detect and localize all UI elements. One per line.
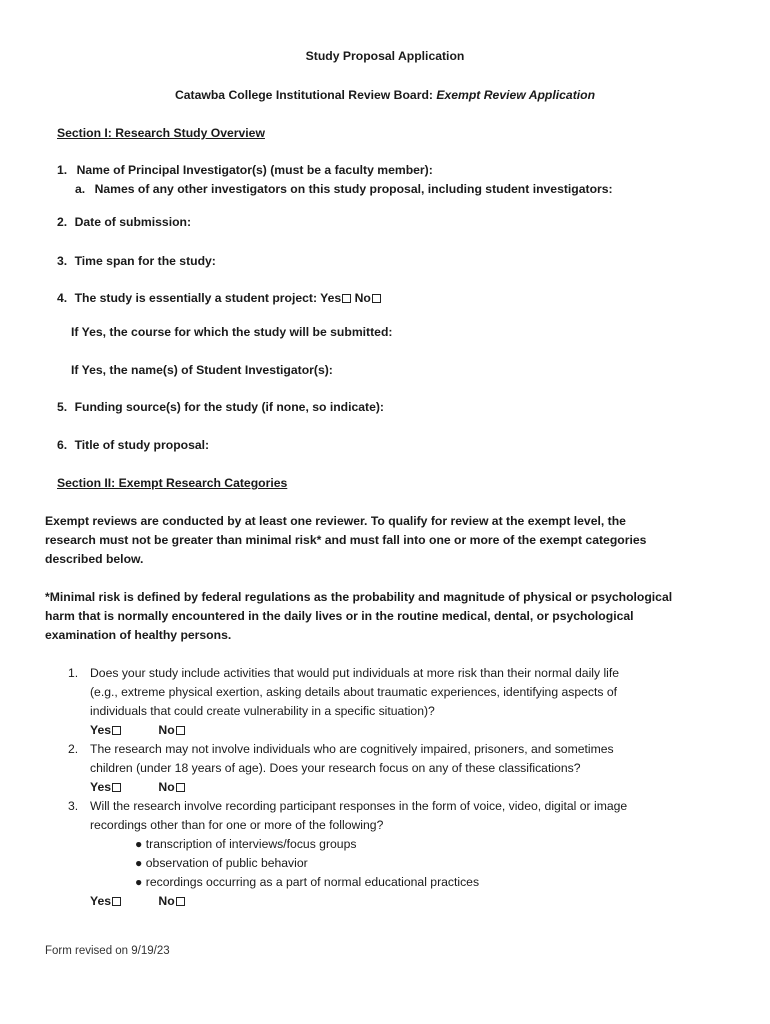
item-1-yes-checkbox[interactable]: [112, 726, 121, 735]
item-2-no-checkbox[interactable]: [176, 783, 185, 792]
exempt-item-3-number: 3.: [68, 799, 79, 813]
exempt-item-3-line: recordings other than for one or more of the following?: [90, 818, 384, 832]
exempt-item-1-line: Does your study include activities that would put individuals at more risk than their normal daily life: [90, 666, 620, 680]
question-5-text: Funding source(s) for the study (if none, so indicate):: [74, 400, 384, 414]
question-5-number: 5.: [57, 400, 68, 414]
question-6: [57, 437, 209, 453]
page-title: Study Proposal Application: [305, 49, 465, 63]
subtitle-board: Catawba College Institutional Review Board:: [174, 88, 437, 102]
question-6-text: Title of study proposal:: [74, 438, 210, 452]
question-4-text: The study is essentially a student project: Yes: [74, 291, 342, 305]
exempt-item-3-answers: [90, 893, 185, 909]
minimal-risk-line: examination of healthy persons.: [45, 628, 232, 642]
exempt-item-3-bullet: [135, 836, 356, 852]
question-1-text: Name of Principal Investigator(s) (must be a faculty member):: [76, 163, 433, 177]
bullet-text: recordings occurring as a part of normal educational practices: [145, 875, 480, 889]
bullet-text: observation of public behavior: [145, 856, 308, 870]
question-3: [57, 253, 216, 269]
question-4-number: 4.: [57, 291, 68, 305]
question-5: [57, 399, 384, 415]
minimal-risk-line: *Minimal risk is defined by federal regulations as the probability and magnitude of physical or psychological: [45, 590, 673, 604]
question-1-number: 1.: [57, 163, 68, 177]
form-revised-footer: Form revised on 9/19/23: [45, 945, 170, 957]
question-1a: [75, 181, 613, 197]
minimal-risk-line: harm that is normally encountered in the daily lives or in the routine medical, dental, or psychological: [45, 609, 634, 623]
exempt-item-1-line: (e.g., extreme physical exertion, asking details about traumatic experiences, identifying aspects of: [90, 685, 618, 699]
bullet-dot: ●: [135, 837, 143, 851]
exempt-item-1-line: individuals that could create vulnerability in a specific situation)?: [90, 704, 435, 718]
item-2-no-label: No: [158, 780, 175, 794]
question-2-text: Date of submission:: [74, 215, 192, 229]
q4-student-names-prompt: If Yes, the name(s) of Student Investigator(s):: [71, 363, 333, 377]
item-3-yes-label: Yes: [90, 894, 112, 908]
bullet-text: transcription of interviews/focus groups: [145, 837, 357, 851]
exempt-item-3-bullet: [135, 855, 308, 871]
question-1a-number: a.: [75, 182, 86, 196]
item-3-no-label: No: [158, 894, 175, 908]
page-subtitle: [0, 87, 770, 103]
item-1-no-label: No: [158, 723, 175, 737]
question-2-number: 2.: [57, 215, 68, 229]
question-3-text: Time span for the study:: [74, 254, 216, 268]
bullet-dot: ●: [135, 856, 143, 870]
q4-no-checkbox[interactable]: [372, 294, 381, 303]
item-2-yes-label: Yes: [90, 780, 112, 794]
exempt-item-1-answers: [90, 722, 185, 738]
section2-heading: Section II: Exempt Research Categories: [57, 476, 288, 490]
q4-yes-checkbox[interactable]: [342, 294, 351, 303]
item-2-yes-checkbox[interactable]: [112, 783, 121, 792]
exempt-item-2-line: children (under 18 years of age). Does your research focus on any of these classifications?: [90, 761, 581, 775]
q4-course-prompt: If Yes, the course for which the study will be submitted:: [71, 325, 393, 339]
item-3-no-checkbox[interactable]: [176, 897, 185, 906]
item-3-yes-checkbox[interactable]: [112, 897, 121, 906]
section1-heading: Section I: Research Study Overview: [57, 126, 265, 140]
question-2: [57, 214, 191, 230]
exempt-item-1-number: 1.: [68, 666, 79, 680]
exempt-item-2-number: 2.: [68, 742, 79, 756]
exempt-item-3-bullet: [135, 874, 479, 890]
q4-no-label: No: [354, 291, 371, 305]
question-6-number: 6.: [57, 438, 68, 452]
exempt-item-2-answers: [90, 779, 185, 795]
exempt-intro-line: research must not be greater than minimal risk* and must fall into one or more of the exempt categories: [45, 533, 647, 547]
question-4: [57, 290, 381, 306]
exempt-intro-line: Exempt reviews are conducted by at least one reviewer. To qualify for review at the exempt level, the: [45, 514, 626, 528]
item-1-no-checkbox[interactable]: [176, 726, 185, 735]
exempt-item-2-line: The research may not involve individuals who are cognitively impaired, prisoners, and sometimes: [90, 742, 614, 756]
question-3-number: 3.: [57, 254, 68, 268]
subtitle-exempt: Exempt Review Application: [436, 88, 596, 102]
item-1-yes-label: Yes: [90, 723, 112, 737]
exempt-item-3-line: Will the research involve recording participant responses in the form of voice, video, digital or image: [90, 799, 628, 813]
question-1a-text: Names of any other investigators on this study proposal, including student investigators:: [94, 182, 613, 196]
exempt-intro-line: described below.: [45, 552, 144, 566]
question-1: [57, 162, 433, 178]
bullet-dot: ●: [135, 875, 143, 889]
